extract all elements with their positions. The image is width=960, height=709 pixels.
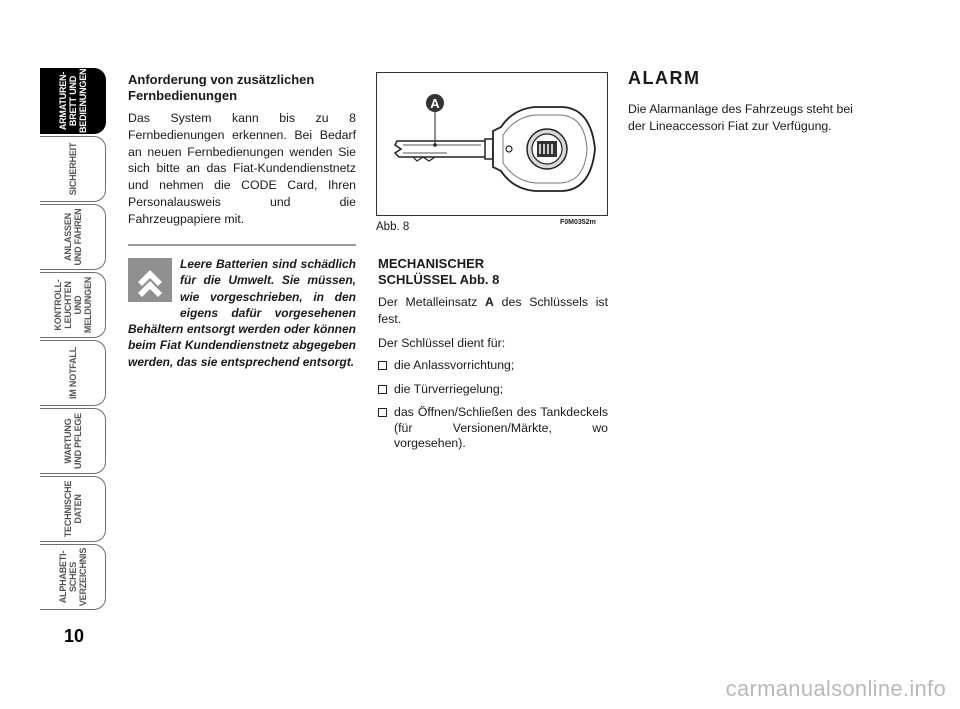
tab-label: KONTROLL- LEUCHTEN UND MELDUNGEN (52, 276, 93, 334)
tab-anlassen[interactable] (40, 204, 106, 270)
key-intro (378, 294, 608, 328)
key-intro-post: des Schlüssels ist fest. (378, 295, 608, 326)
key-heading (378, 256, 608, 288)
list-item-text: die Türverriegelung; (394, 381, 504, 396)
remote-section (128, 72, 356, 228)
key-section (378, 256, 608, 460)
key-illustration (377, 73, 608, 216)
key-intro-bold: A (485, 295, 494, 309)
page-number: 10 (64, 626, 85, 646)
figure-caption: Abb. 8 (376, 221, 410, 233)
key-figure (376, 72, 608, 216)
list-item (378, 405, 608, 452)
key-uses-list (378, 358, 608, 452)
checkbox-icon (378, 361, 387, 370)
alarm-section (628, 68, 864, 135)
key-heading-line1: MECHANISCHER (378, 256, 485, 271)
tab-label: TECHNISCHE DATEN (62, 480, 83, 538)
tab-sicherheit[interactable] (40, 136, 106, 202)
list-item (378, 358, 608, 374)
alarm-body: Die Alarmanlage des Fahrzeugs steht bei der Lineaccessori Fiat zur Verfügung. (628, 102, 853, 133)
alarm-title: ALARM (628, 68, 701, 88)
chevron-up-icon (128, 258, 172, 302)
tab-label: IM NOTFALL (67, 347, 78, 399)
list-item-text: das Öffnen/Schließen des Tankdeckels (für Versionen/Märkte, wo vorgesehen). (394, 405, 608, 451)
chapter-tabs (40, 68, 106, 612)
list-item-text: die Anlassvorrichtung; (394, 358, 515, 373)
key-uses-intro: Der Schlüssel dient für: (378, 335, 506, 350)
key-intro-pre: Der Metalleinsatz (378, 295, 486, 309)
watermark: carmanualsonline.info (725, 676, 946, 701)
tab-verzeichnis[interactable] (40, 544, 106, 610)
tab-label: SICHERHEIT (67, 142, 78, 196)
tab-technische-daten[interactable] (40, 476, 106, 542)
tab-label: WARTUNG UND PFLEGE (62, 413, 83, 470)
tab-kontrollleuchten[interactable] (40, 272, 106, 338)
battery-note-text: Leere Batterien sind schädlich für die Umwelt. Sie müssen, wie vorgeschrieben, in den eigens dafür vorgesehenen Behältern entsorgt werden oder können beim Fiat Kundendienstnetz abgegeben werden, das sie entsprechend entsorgt. (128, 257, 356, 369)
tab-label: ANLASSEN UND FAHREN (62, 208, 83, 266)
tab-armaturenbrett[interactable] (40, 68, 106, 134)
tab-label: ALPHABETI- SCHES VERZEICHNIS (57, 547, 88, 607)
battery-note (128, 244, 356, 370)
remote-body: Das System kann bis zu 8 Fernbedienungen erkennen. Bei Bedarf an neuen Fernbedienungen wenden Sie sich bitte an das Fiat-Kundendienstnetz und nehmen die CODE Card, Ihren Personalausweis und die Fahrzeugpapiere mit. (128, 111, 356, 226)
remote-heading-line2: Fernbedienungen (128, 88, 238, 103)
list-item (378, 382, 608, 398)
label-a: A (430, 96, 440, 111)
checkbox-icon (378, 408, 387, 417)
remote-heading (128, 72, 356, 104)
tab-label: ARMATUREN- BRETT UND BEDIENUNGEN (57, 68, 88, 133)
remote-heading-line1: Anforderung von zusätzlichen (128, 72, 315, 87)
checkbox-icon (378, 385, 387, 394)
tab-wartung[interactable] (40, 408, 106, 474)
tab-im-notfall[interactable] (40, 340, 106, 406)
key-heading-line2: SCHLÜSSEL Abb. 8 (378, 272, 500, 287)
figure-code: F0M0352m (560, 219, 596, 226)
